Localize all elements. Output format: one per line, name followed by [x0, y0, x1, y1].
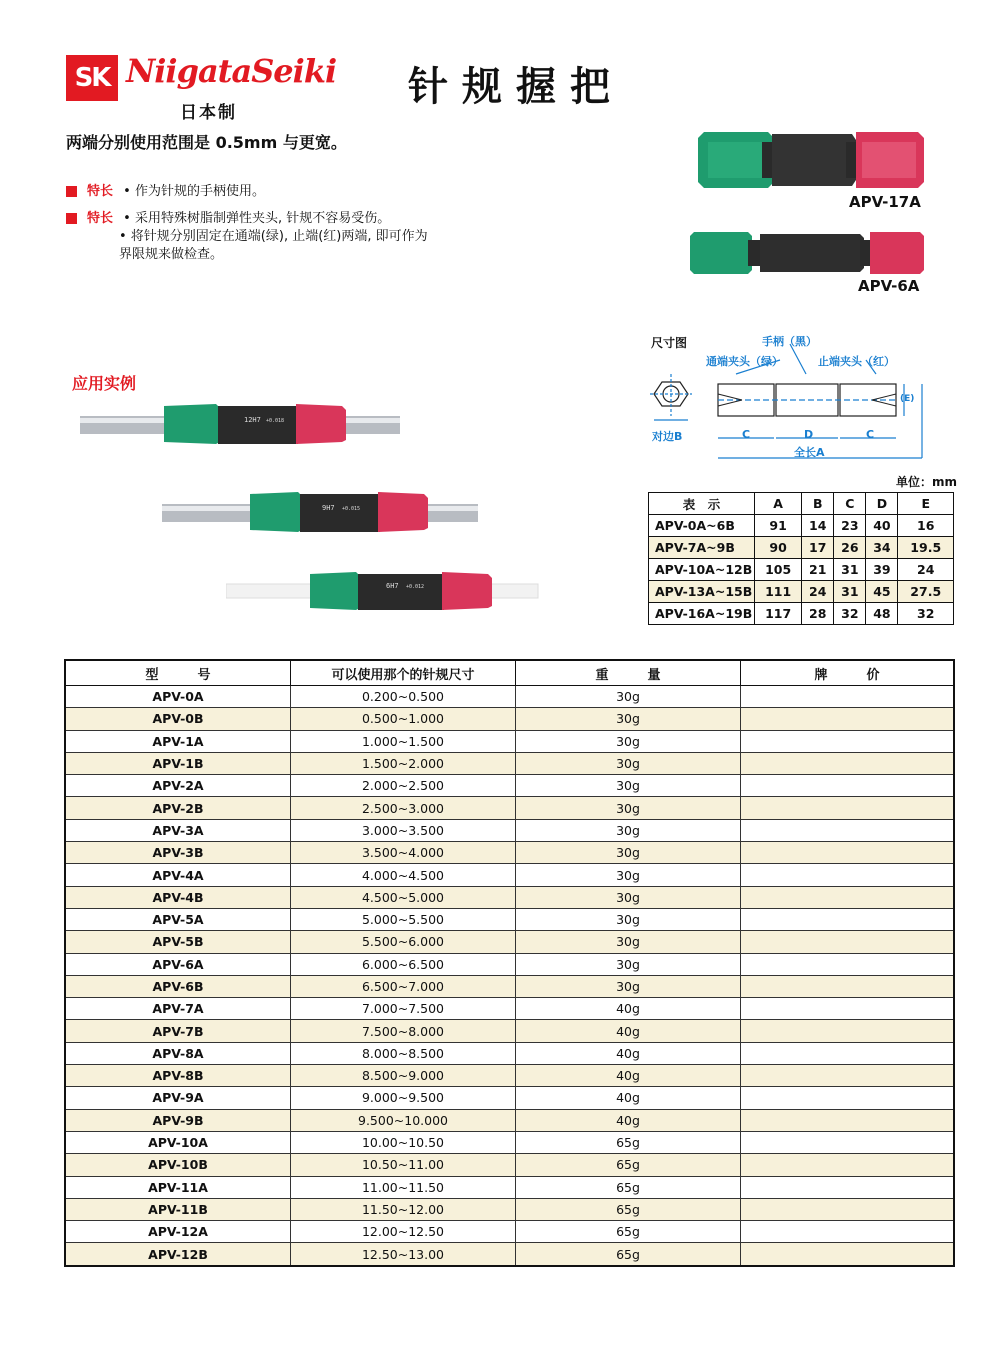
dim-value-cell: 111 — [755, 581, 802, 603]
dim-value-cell: 32 — [834, 603, 866, 625]
diagram-label-go: 通端夹头（绿） — [706, 355, 783, 368]
price-cell — [741, 1243, 955, 1266]
gauge-size-cell: 8.500~9.000 — [291, 1065, 516, 1087]
dim-value-cell: 117 — [755, 603, 802, 625]
gauge-size-cell: 1.000~1.500 — [291, 730, 516, 752]
price-cell — [741, 931, 955, 953]
table-row — [65, 1154, 954, 1176]
feature-line: • 采用特殊树脂制弹性夹头, 针规不容易受伤。 — [123, 211, 391, 226]
dim-value-cell: 14 — [802, 515, 834, 537]
model-cell: APV-7A — [65, 998, 291, 1020]
weight-cell: 30g — [516, 908, 741, 930]
example-tol-text: +0.015 — [342, 506, 361, 512]
weight-cell: 40g — [516, 1109, 741, 1131]
gauge-size-cell: 4.500~5.000 — [291, 886, 516, 908]
page-subtitle: 两端分别使用范围是 0.5mm 与更宽。 — [66, 133, 347, 152]
table-row — [65, 1243, 954, 1266]
price-cell — [741, 730, 955, 752]
dim-value-cell: 48 — [866, 603, 898, 625]
gauge-size-cell: 12.50~13.00 — [291, 1243, 516, 1266]
gauge-size-cell: 3.500~4.000 — [291, 842, 516, 864]
weight-cell: 40g — [516, 1065, 741, 1087]
price-cell — [741, 819, 955, 841]
table-row — [65, 1221, 954, 1243]
diagram-label-c1: C — [742, 428, 751, 441]
model-cell: APV-2B — [65, 797, 291, 819]
gauge-size-cell: 2.000~2.500 — [291, 775, 516, 797]
dim-value-cell: 24 — [898, 559, 954, 581]
weight-cell: 30g — [516, 975, 741, 997]
price-cell — [741, 1020, 955, 1042]
dim-value-cell: 31 — [834, 559, 866, 581]
example-size-text: 12H7 — [244, 416, 261, 424]
gauge-size-cell: 9.000~9.500 — [291, 1087, 516, 1109]
model-header-cell: 型 号 — [65, 660, 291, 686]
feature-1 — [66, 180, 265, 201]
table-row — [65, 842, 954, 864]
gauge-size-cell: 0.500~1.000 — [291, 708, 516, 730]
dim-header-cell: 表 示 — [649, 493, 755, 515]
model-cell: APV-6B — [65, 975, 291, 997]
model-header-cell: 重 量 — [516, 660, 741, 686]
gauge-size-cell: 6.500~7.000 — [291, 975, 516, 997]
red-square-icon — [66, 213, 77, 224]
dimension-table-row — [649, 515, 954, 537]
table-row — [65, 1065, 954, 1087]
dim-header-cell: A — [755, 493, 802, 515]
weight-cell: 30g — [516, 842, 741, 864]
price-cell — [741, 1198, 955, 1220]
gauge-size-cell: 7.000~7.500 — [291, 998, 516, 1020]
dim-value-cell: 26 — [834, 537, 866, 559]
application-example-2 — [162, 490, 482, 538]
gauge-size-cell: 1.500~2.000 — [291, 752, 516, 774]
table-row — [65, 1198, 954, 1220]
brand-logo-word: NiigataSeiki — [126, 52, 337, 90]
model-cell: APV-4A — [65, 864, 291, 886]
dim-model-cell: APV-16A~19B — [649, 603, 755, 625]
dimension-table-header — [649, 493, 954, 515]
table-row — [65, 931, 954, 953]
red-square-icon — [66, 186, 77, 197]
weight-cell: 65g — [516, 1243, 741, 1266]
weight-cell: 65g — [516, 1198, 741, 1220]
weight-cell: 65g — [516, 1131, 741, 1153]
price-cell — [741, 1087, 955, 1109]
model-cell: APV-11A — [65, 1176, 291, 1198]
example-tol-text: +0.018 — [266, 418, 285, 424]
price-cell — [741, 1131, 955, 1153]
dim-value-cell: 31 — [834, 581, 866, 603]
weight-cell: 30g — [516, 752, 741, 774]
page-title: 针规握把 — [408, 64, 624, 110]
gauge-size-cell: 0.200~0.500 — [291, 686, 516, 708]
diagram-label-total: 全长A — [794, 446, 825, 459]
weight-cell: 65g — [516, 1154, 741, 1176]
diagram-label-handle: 手柄（黑） — [762, 335, 817, 348]
dim-value-cell: 45 — [866, 581, 898, 603]
price-cell — [741, 1042, 955, 1064]
feature-line: • 作为针规的手柄使用。 — [123, 184, 265, 199]
dim-model-cell: APV-13A~15B — [649, 581, 755, 603]
weight-cell: 40g — [516, 998, 741, 1020]
price-cell — [741, 752, 955, 774]
weight-cell: 40g — [516, 1020, 741, 1042]
dimension-table — [648, 492, 954, 625]
feature-label: 特长 — [87, 184, 114, 199]
price-cell — [741, 953, 955, 975]
table-row — [65, 1131, 954, 1153]
table-row — [65, 908, 954, 930]
price-cell — [741, 1109, 955, 1131]
dim-value-cell: 32 — [898, 603, 954, 625]
application-example-3 — [226, 570, 542, 614]
example-tol-text: +0.012 — [406, 584, 425, 590]
model-cell: APV-4B — [65, 886, 291, 908]
gauge-size-cell: 5.500~6.000 — [291, 931, 516, 953]
table-row — [65, 730, 954, 752]
dim-value-cell: 21 — [802, 559, 834, 581]
price-cell — [741, 864, 955, 886]
example-size-text: 6H7 — [386, 582, 399, 590]
product-label: APV-17A — [849, 193, 921, 211]
model-cell: APV-0B — [65, 708, 291, 730]
gauge-size-cell: 6.000~6.500 — [291, 953, 516, 975]
price-cell — [741, 775, 955, 797]
weight-cell: 30g — [516, 931, 741, 953]
dim-value-cell: 27.5 — [898, 581, 954, 603]
table-row — [65, 998, 954, 1020]
model-header-cell: 牌 价 — [741, 660, 955, 686]
model-table-header — [65, 660, 954, 686]
dimension-table-row — [649, 581, 954, 603]
price-cell — [741, 1154, 955, 1176]
dim-value-cell: 105 — [755, 559, 802, 581]
model-cell: APV-8A — [65, 1042, 291, 1064]
gauge-size-cell: 2.500~3.000 — [291, 797, 516, 819]
weight-cell: 30g — [516, 819, 741, 841]
dim-value-cell: 24 — [802, 581, 834, 603]
price-cell — [741, 1221, 955, 1243]
gauge-size-cell: 7.500~8.000 — [291, 1020, 516, 1042]
diagram-label-nogo: 止端夹头（红） — [818, 355, 895, 368]
example-size-text: 9H7 — [322, 504, 335, 512]
dim-model-cell: APV-0A~6B — [649, 515, 755, 537]
feature-line: 界限规来做检查。 — [119, 247, 224, 262]
gauge-size-cell: 10.00~10.50 — [291, 1131, 516, 1153]
price-cell — [741, 1176, 955, 1198]
application-title: 应用实例 — [72, 374, 137, 393]
dim-value-cell: 16 — [898, 515, 954, 537]
model-cell: APV-5B — [65, 931, 291, 953]
model-cell: APV-7B — [65, 1020, 291, 1042]
model-cell: APV-3B — [65, 842, 291, 864]
product-image-apv-6a — [688, 228, 928, 278]
model-cell: APV-5A — [65, 908, 291, 930]
model-cell: APV-8B — [65, 1065, 291, 1087]
brand-logo-mark: SK — [66, 55, 118, 101]
dim-model-cell: APV-10A~12B — [649, 559, 755, 581]
weight-cell: 30g — [516, 864, 741, 886]
dim-value-cell: 17 — [802, 537, 834, 559]
dim-value-cell: 23 — [834, 515, 866, 537]
weight-cell: 30g — [516, 953, 741, 975]
weight-cell: 40g — [516, 1042, 741, 1064]
unit-label: 单位：mm — [896, 475, 958, 489]
dim-header-cell: E — [898, 493, 954, 515]
model-cell: APV-9A — [65, 1087, 291, 1109]
price-cell — [741, 1065, 955, 1087]
model-cell: APV-2A — [65, 775, 291, 797]
price-cell — [741, 886, 955, 908]
dim-value-cell: 28 — [802, 603, 834, 625]
dim-value-cell: 39 — [866, 559, 898, 581]
gauge-size-cell: 3.000~3.500 — [291, 819, 516, 841]
table-row — [65, 953, 954, 975]
table-row — [65, 752, 954, 774]
table-row — [65, 708, 954, 730]
model-cell: APV-12B — [65, 1243, 291, 1266]
table-row — [65, 1087, 954, 1109]
gauge-size-cell: 5.000~5.500 — [291, 908, 516, 930]
dim-value-cell: 34 — [866, 537, 898, 559]
table-row — [65, 1042, 954, 1064]
table-row — [65, 797, 954, 819]
dim-value-cell: 90 — [755, 537, 802, 559]
feature-label: 特长 — [87, 211, 114, 226]
table-row — [65, 864, 954, 886]
gauge-size-cell: 4.000~4.500 — [291, 864, 516, 886]
table-row — [65, 775, 954, 797]
model-cell: APV-0A — [65, 686, 291, 708]
diagram-label-d: D — [804, 428, 814, 441]
dim-model-cell: APV-7A~9B — [649, 537, 755, 559]
model-cell: APV-9B — [65, 1109, 291, 1131]
gauge-size-cell: 8.000~8.500 — [291, 1042, 516, 1064]
model-header-cell: 可以使用那个的针规尺寸 — [291, 660, 516, 686]
diagram-title: 尺寸图 — [651, 336, 688, 350]
dim-header-cell: D — [866, 493, 898, 515]
weight-cell: 40g — [516, 1087, 741, 1109]
price-cell — [741, 842, 955, 864]
table-row — [65, 975, 954, 997]
table-row — [65, 886, 954, 908]
weight-cell: 30g — [516, 730, 741, 752]
price-cell — [741, 708, 955, 730]
price-cell — [741, 686, 955, 708]
diagram-label-c2: C — [866, 428, 875, 441]
table-row — [65, 819, 954, 841]
dimension-diagram — [640, 330, 940, 470]
brand-logo-sub: 日本制 — [180, 103, 237, 123]
weight-cell: 30g — [516, 686, 741, 708]
model-cell: APV-3A — [65, 819, 291, 841]
weight-cell: 65g — [516, 1221, 741, 1243]
gauge-size-cell: 12.00~12.50 — [291, 1221, 516, 1243]
dim-header-cell: C — [834, 493, 866, 515]
gauge-size-cell: 10.50~11.00 — [291, 1154, 516, 1176]
dimension-table-row — [649, 537, 954, 559]
dim-value-cell: 40 — [866, 515, 898, 537]
table-row — [65, 1109, 954, 1131]
product-image-apv-17a — [696, 128, 926, 192]
application-example-1 — [80, 400, 400, 448]
price-cell — [741, 975, 955, 997]
model-cell: APV-10A — [65, 1131, 291, 1153]
weight-cell: 30g — [516, 708, 741, 730]
diagram-label-across: 对边B — [652, 430, 683, 443]
gauge-size-cell: 9.500~10.000 — [291, 1109, 516, 1131]
model-cell: APV-1B — [65, 752, 291, 774]
table-row — [65, 1176, 954, 1198]
weight-cell: 30g — [516, 886, 741, 908]
feature-2 — [66, 207, 428, 264]
diagram-label-e: (E) — [900, 394, 915, 404]
model-cell: APV-11B — [65, 1198, 291, 1220]
table-row — [65, 1020, 954, 1042]
dim-header-cell: B — [802, 493, 834, 515]
model-cell: APV-1A — [65, 730, 291, 752]
dim-value-cell: 91 — [755, 515, 802, 537]
weight-cell: 30g — [516, 797, 741, 819]
price-cell — [741, 998, 955, 1020]
model-table — [64, 659, 955, 1267]
feature-line: • 将针规分别固定在通端(绿), 止端(红)两端, 即可作为 — [119, 229, 428, 244]
price-cell — [741, 908, 955, 930]
dim-value-cell: 19.5 — [898, 537, 954, 559]
weight-cell: 30g — [516, 775, 741, 797]
gauge-size-cell: 11.00~11.50 — [291, 1176, 516, 1198]
gauge-size-cell: 11.50~12.00 — [291, 1198, 516, 1220]
dimension-table-row — [649, 603, 954, 625]
model-cell: APV-10B — [65, 1154, 291, 1176]
model-cell: APV-6A — [65, 953, 291, 975]
dimension-table-row — [649, 559, 954, 581]
product-label: APV-6A — [858, 277, 920, 295]
weight-cell: 65g — [516, 1176, 741, 1198]
model-cell: APV-12A — [65, 1221, 291, 1243]
table-row — [65, 686, 954, 708]
price-cell — [741, 797, 955, 819]
